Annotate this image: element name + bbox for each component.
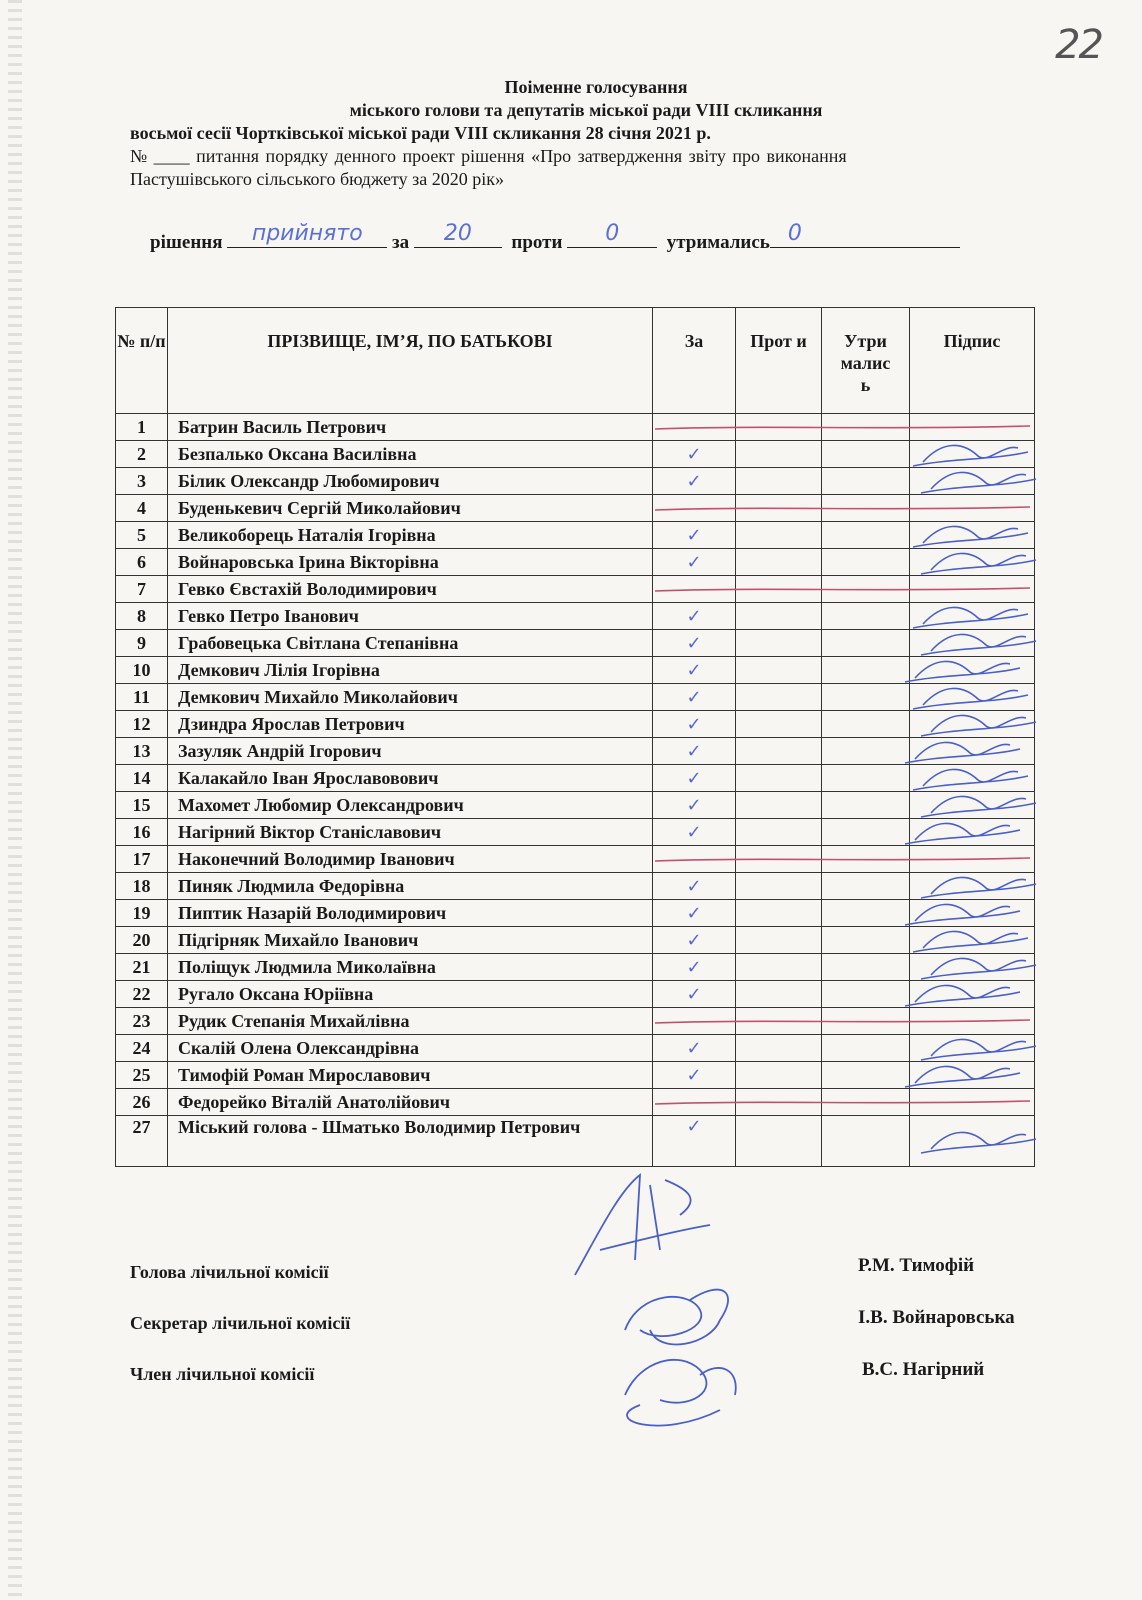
abstain-field [770, 221, 960, 248]
row-vote-against [736, 414, 822, 441]
table-row [116, 819, 1035, 846]
row-vote-against [736, 495, 822, 522]
row-signature [910, 576, 1035, 603]
row-vote-for: ✓ [653, 738, 736, 765]
table-row [116, 1116, 1035, 1167]
row-vote-for: ✓ [653, 711, 736, 738]
row-name: Безпалько Оксана Василівна [168, 441, 653, 468]
signature-secretary [625, 1290, 728, 1345]
header-utrymalys: Утри малис ь [822, 308, 910, 414]
role-chairman: Голова лічильної комісії [130, 1262, 329, 1282]
row-vote-abstain [822, 1008, 910, 1035]
table-row [116, 441, 1035, 468]
name-member: В.С. Нагірний [862, 1359, 985, 1380]
row-vote-against [736, 900, 822, 927]
against-field [567, 221, 657, 248]
row-signature [910, 954, 1035, 981]
agenda-line-2: Пастушівського сільського бюджету за 2020 рік» [130, 169, 504, 189]
table-row [116, 711, 1035, 738]
row-name: Демкович Лілія Ігорівна [168, 657, 653, 684]
row-number: 4 [116, 495, 168, 522]
row-name: Войнаровська Ірина Вікторівна [168, 549, 653, 576]
name-secretary: І.В. Войнаровська [858, 1307, 1015, 1328]
table-row [116, 630, 1035, 657]
row-vote-for: ✓ [653, 522, 736, 549]
row-vote-abstain [822, 711, 910, 738]
row-vote-against [736, 603, 822, 630]
row-name: Гевко Петро Іванович [168, 603, 653, 630]
row-number: 15 [116, 792, 168, 819]
row-signature [910, 441, 1035, 468]
row-vote-against [736, 1008, 822, 1035]
row-vote-against [736, 1089, 822, 1116]
table-row [116, 927, 1035, 954]
row-signature [910, 603, 1035, 630]
row-signature [910, 657, 1035, 684]
signature-member [625, 1360, 736, 1426]
row-signature [910, 1062, 1035, 1089]
row-vote-for: ✓ [653, 468, 736, 495]
row-number: 26 [116, 1089, 168, 1116]
against-value: 0 [605, 221, 620, 246]
row-number: 1 [116, 414, 168, 441]
table-row [116, 414, 1035, 441]
row-signature [910, 495, 1035, 522]
row-vote-abstain [822, 954, 910, 981]
table-row [116, 1035, 1035, 1062]
row-vote-abstain [822, 657, 910, 684]
row-vote-for: ✓ [653, 873, 736, 900]
row-name: Тимофій Роман Мирославович [168, 1062, 653, 1089]
row-number: 18 [116, 873, 168, 900]
row-signature [910, 1035, 1035, 1062]
row-vote-for: ✓ [653, 765, 736, 792]
row-number: 24 [116, 1035, 168, 1062]
row-vote-against [736, 549, 822, 576]
row-vote-abstain [822, 603, 910, 630]
row-vote-abstain [822, 468, 910, 495]
table-row [116, 576, 1035, 603]
for-label: за [392, 232, 410, 253]
row-name: Міський голова - Шматько Володимир Петрович [168, 1116, 653, 1167]
row-name: Наконечний Володимир Іванович [168, 846, 653, 873]
document-header [0, 76, 1142, 191]
title-line-3: восьмої сесії Чортківської міської ради VIII скликання 28 січня 2021 р. [130, 123, 711, 143]
table-row [116, 495, 1035, 522]
decision-line [150, 221, 960, 254]
row-vote-for [653, 846, 736, 873]
row-signature [910, 468, 1035, 495]
row-vote-for [653, 1089, 736, 1116]
table-row [116, 603, 1035, 630]
row-vote-against [736, 765, 822, 792]
table-row [116, 981, 1035, 1008]
row-name: Буденькевич Сергій Миколайович [168, 495, 653, 522]
row-name: Рудик Степанія Михайлівна [168, 1008, 653, 1035]
row-number: 10 [116, 657, 168, 684]
row-vote-against [736, 738, 822, 765]
row-number: 3 [116, 468, 168, 495]
row-name: Гевко Євстахій Володимирович [168, 576, 653, 603]
row-number: 22 [116, 981, 168, 1008]
row-number: 12 [116, 711, 168, 738]
row-number: 9 [116, 630, 168, 657]
row-vote-abstain [822, 522, 910, 549]
scan-edge [8, 0, 22, 1600]
row-vote-abstain [822, 873, 910, 900]
row-name: Дзиндра Ярослав Петрович [168, 711, 653, 738]
row-number: 7 [116, 576, 168, 603]
agenda-line-1: № ____ питання порядку денного проект рішення «Про затвердження звіту про виконання [130, 146, 847, 166]
row-vote-abstain [822, 927, 910, 954]
row-vote-for [653, 576, 736, 603]
decision-field [227, 221, 387, 248]
table-row [116, 468, 1035, 495]
row-vote-against [736, 576, 822, 603]
row-vote-abstain [822, 792, 910, 819]
header-proty: Прот и [736, 308, 822, 414]
row-vote-for: ✓ [653, 900, 736, 927]
row-number: 5 [116, 522, 168, 549]
row-signature [910, 981, 1035, 1008]
row-vote-against [736, 873, 822, 900]
row-vote-for: ✓ [653, 549, 736, 576]
table-body [116, 414, 1035, 1167]
row-vote-abstain [822, 576, 910, 603]
row-vote-abstain [822, 630, 910, 657]
row-vote-abstain [822, 414, 910, 441]
row-vote-abstain [822, 1035, 910, 1062]
table-row [116, 792, 1035, 819]
row-vote-against [736, 981, 822, 1008]
row-name: Великоборець Наталія Ігорівна [168, 522, 653, 549]
table-row [116, 684, 1035, 711]
row-vote-for: ✓ [653, 981, 736, 1008]
row-vote-abstain [822, 495, 910, 522]
row-vote-for [653, 414, 736, 441]
row-signature [910, 873, 1035, 900]
row-number: 8 [116, 603, 168, 630]
row-name: Ругало Оксана Юріївна [168, 981, 653, 1008]
row-number: 21 [116, 954, 168, 981]
row-vote-against [736, 1035, 822, 1062]
row-signature [910, 792, 1035, 819]
row-vote-for: ✓ [653, 927, 736, 954]
row-vote-against [736, 792, 822, 819]
row-vote-abstain [822, 1089, 910, 1116]
row-vote-abstain [822, 981, 910, 1008]
row-signature [910, 630, 1035, 657]
table-row [116, 846, 1035, 873]
row-vote-against [736, 954, 822, 981]
row-vote-against [736, 522, 822, 549]
header-pidpys: Підпис [910, 308, 1035, 414]
row-signature [910, 927, 1035, 954]
row-signature [910, 738, 1035, 765]
name-chairman: Р.М. Тимофій [858, 1255, 975, 1276]
row-signature [910, 846, 1035, 873]
row-vote-against [736, 468, 822, 495]
decision-label: рішення [150, 232, 223, 253]
row-vote-against [736, 630, 822, 657]
abstain-value: 0 [787, 221, 802, 246]
row-vote-against [736, 657, 822, 684]
row-name: Нагірний Віктор Станіславович [168, 819, 653, 846]
row-name: Зазуляк Андрій Ігорович [168, 738, 653, 765]
header-za: За [653, 308, 736, 414]
page-number: 22 [1055, 22, 1102, 68]
row-signature [910, 900, 1035, 927]
row-name: Пиняк Людмила Федорівна [168, 873, 653, 900]
against-label: проти [511, 232, 563, 253]
header-num: № п/п [116, 308, 168, 414]
row-vote-for: ✓ [653, 630, 736, 657]
row-vote-against [736, 846, 822, 873]
row-number: 19 [116, 900, 168, 927]
row-vote-against [736, 1116, 822, 1167]
signature-chairman [575, 1175, 710, 1275]
table-row [116, 873, 1035, 900]
table-row [116, 1089, 1035, 1116]
for-field [414, 221, 502, 248]
row-vote-for [653, 1008, 736, 1035]
row-name: Підгірняк Михайло Іванович [168, 927, 653, 954]
row-signature [910, 414, 1035, 441]
row-signature [910, 765, 1035, 792]
row-vote-abstain [822, 819, 910, 846]
row-name: Грабовецька Світлана Степанівна [168, 630, 653, 657]
table-row [116, 1008, 1035, 1035]
row-signature [910, 1008, 1035, 1035]
row-vote-abstain [822, 900, 910, 927]
table-header-row [116, 308, 1035, 414]
row-signature [910, 819, 1035, 846]
row-name: Скалій Олена Олександрівна [168, 1035, 653, 1062]
title-line-2: міського голови та депутатів міської ради VIII скликання [349, 100, 823, 120]
row-signature [910, 1116, 1035, 1167]
role-secretary: Секретар лічильної комісії [130, 1313, 351, 1333]
row-number: 11 [116, 684, 168, 711]
abstain-label: утримались [666, 232, 770, 253]
row-vote-abstain [822, 684, 910, 711]
row-vote-abstain [822, 1116, 910, 1167]
for-value: 20 [443, 221, 472, 246]
row-name: Поліщук Людмила Миколаївна [168, 954, 653, 981]
row-name: Махомет Любомир Олександрович [168, 792, 653, 819]
row-vote-for: ✓ [653, 1062, 736, 1089]
row-vote-for: ✓ [653, 1035, 736, 1062]
row-vote-abstain [822, 549, 910, 576]
row-vote-against [736, 684, 822, 711]
row-signature [910, 1089, 1035, 1116]
table-row [116, 765, 1035, 792]
row-vote-for: ✓ [653, 1116, 736, 1167]
row-number: 27 [116, 1116, 168, 1167]
title-line-1: Поіменне голосування [504, 77, 688, 97]
table-row [116, 1062, 1035, 1089]
row-number: 17 [116, 846, 168, 873]
row-name: Демкович Михайло Миколайович [168, 684, 653, 711]
row-vote-abstain [822, 738, 910, 765]
row-vote-abstain [822, 441, 910, 468]
table-row [116, 900, 1035, 927]
row-vote-against [736, 711, 822, 738]
row-vote-abstain [822, 765, 910, 792]
row-name: Калакайло Іван Ярославовович [168, 765, 653, 792]
table-row [116, 657, 1035, 684]
role-member: Член лічильної комісії [130, 1364, 315, 1384]
row-vote-abstain [822, 846, 910, 873]
table-row [116, 522, 1035, 549]
table-row [116, 549, 1035, 576]
row-signature [910, 549, 1035, 576]
row-signature [910, 522, 1035, 549]
row-name: Батрин Василь Петрович [168, 414, 653, 441]
row-vote-against [736, 1062, 822, 1089]
table-row [116, 738, 1035, 765]
row-vote-for: ✓ [653, 819, 736, 846]
row-vote-for: ✓ [653, 603, 736, 630]
row-vote-for: ✓ [653, 657, 736, 684]
vote-table [115, 307, 1035, 1167]
row-vote-abstain [822, 1062, 910, 1089]
row-vote-for: ✓ [653, 684, 736, 711]
decision-value: прийнято [251, 221, 363, 246]
row-number: 23 [116, 1008, 168, 1035]
row-name: Білик Олександр Любомирович [168, 468, 653, 495]
row-number: 16 [116, 819, 168, 846]
header-name: ПРІЗВИЩЕ, ІМ’Я, ПО БАТЬКОВІ [168, 308, 653, 414]
row-name: Пиптик Назарій Володимирович [168, 900, 653, 927]
row-number: 14 [116, 765, 168, 792]
row-signature [910, 684, 1035, 711]
commission-signatures [575, 1175, 736, 1426]
table-row [116, 954, 1035, 981]
row-number: 20 [116, 927, 168, 954]
row-vote-for [653, 495, 736, 522]
row-vote-for: ✓ [653, 954, 736, 981]
row-number: 13 [116, 738, 168, 765]
row-vote-for: ✓ [653, 441, 736, 468]
row-number: 6 [116, 549, 168, 576]
row-vote-against [736, 927, 822, 954]
row-vote-for: ✓ [653, 792, 736, 819]
row-number: 25 [116, 1062, 168, 1089]
row-vote-against [736, 819, 822, 846]
row-name: Федорейко Віталій Анатолійович [168, 1089, 653, 1116]
row-vote-against [736, 441, 822, 468]
row-number: 2 [116, 441, 168, 468]
row-signature [910, 711, 1035, 738]
